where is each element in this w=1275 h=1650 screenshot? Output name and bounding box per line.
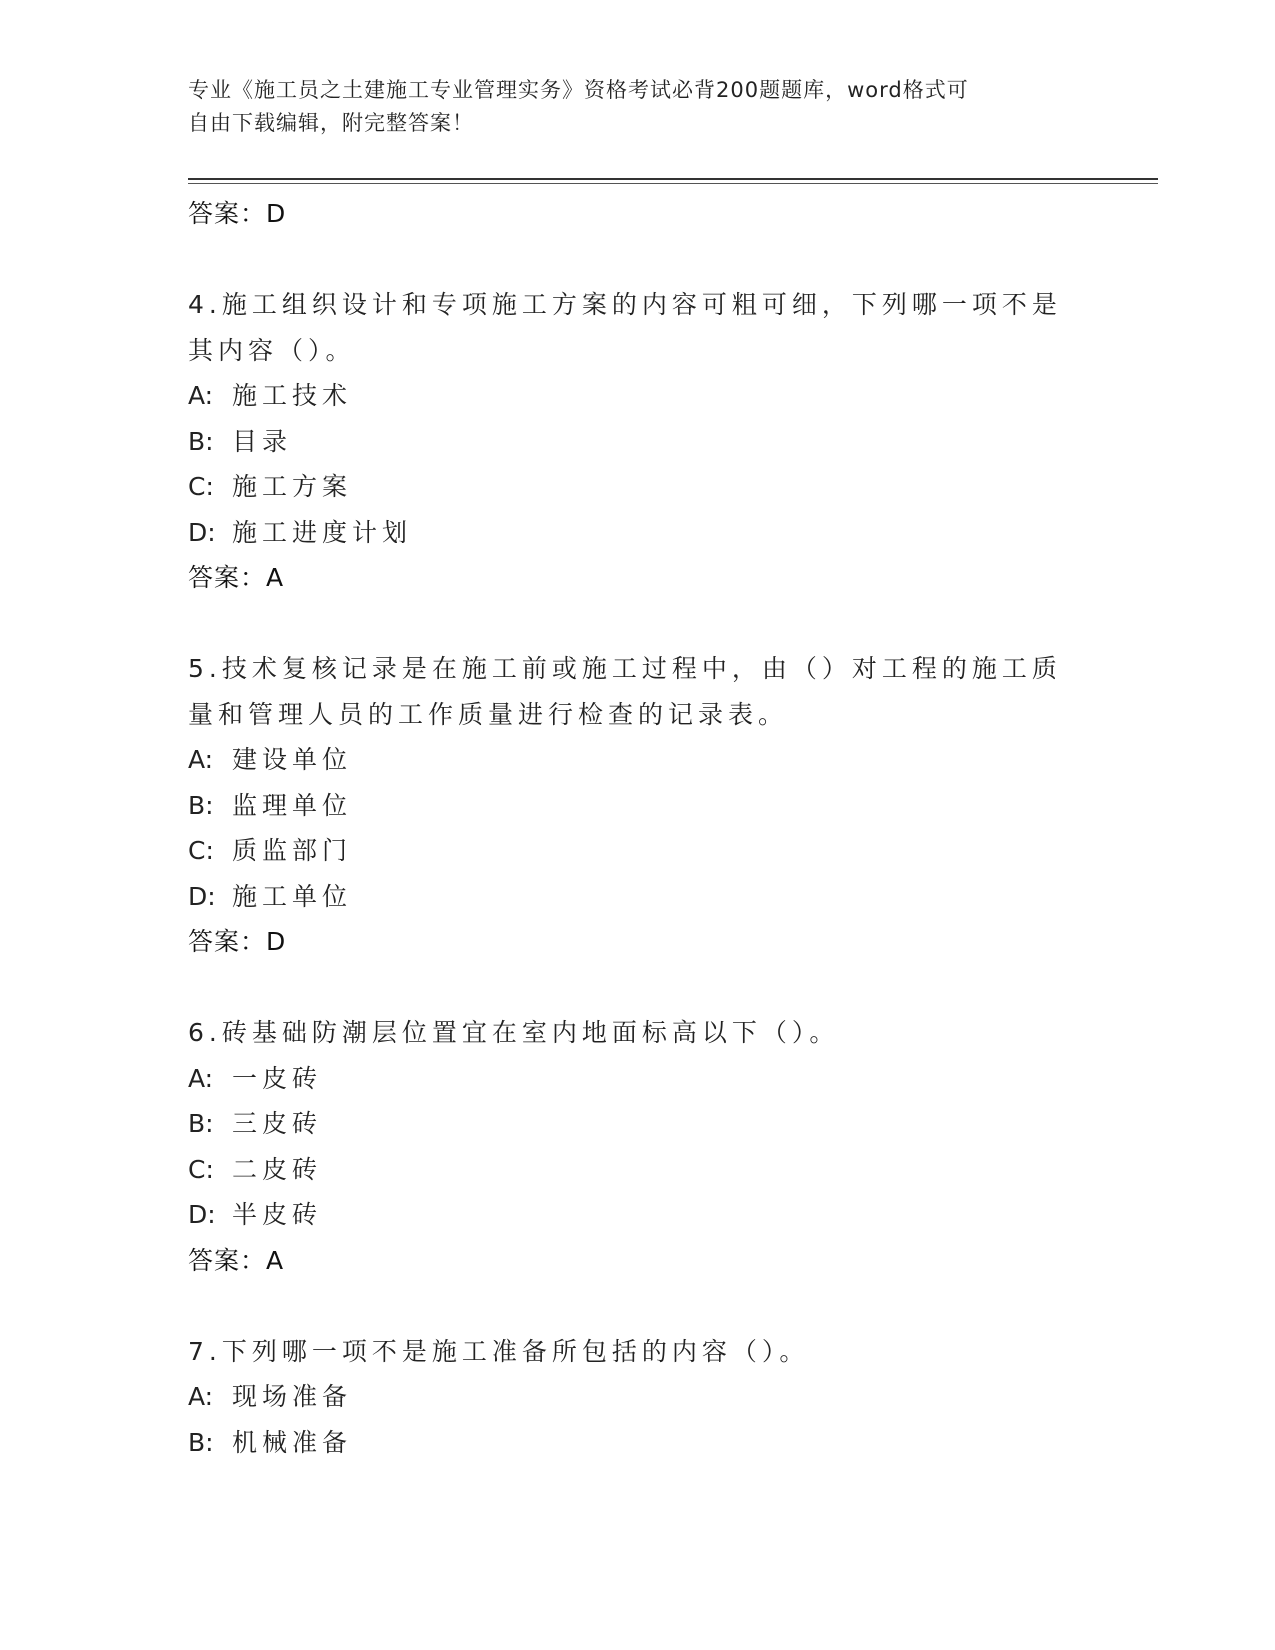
option-b xyxy=(188,419,1088,465)
option-text: 质监部门 xyxy=(232,836,353,865)
option-text: 现场准备 xyxy=(232,1382,353,1411)
option-c xyxy=(188,828,1088,874)
question-answer: 答案：D xyxy=(188,927,287,956)
question-stem: 5.技术复核记录是在施工前或施工过程中，由（）对工程的施工质量和管理人员的工作质量进行检查的记录表。 xyxy=(188,654,1062,729)
option-letter: C: xyxy=(188,472,214,501)
question-block xyxy=(188,1010,1088,1284)
option-letter: B: xyxy=(188,790,214,820)
option-a xyxy=(188,373,1088,419)
option-d xyxy=(188,874,1088,920)
option-letter: C: xyxy=(188,836,214,865)
option-text: 监理单位 xyxy=(232,790,353,820)
header-divider-thick xyxy=(188,178,1158,180)
option-text: 二皮砖 xyxy=(232,1154,323,1184)
option-text: 施工方案 xyxy=(232,472,353,501)
option-text: 目录 xyxy=(232,426,293,456)
option-text: 机械准备 xyxy=(232,1427,353,1457)
option-letter: B: xyxy=(188,426,214,456)
spacer xyxy=(188,965,1088,1010)
option-a xyxy=(188,737,1088,783)
question-block xyxy=(188,282,1088,601)
option-letter: A: xyxy=(188,1382,214,1411)
header-line-1: 专业《施工员之土建施工专业管理实务》资格考试必背200题题库，word格式可 xyxy=(188,78,969,102)
header-divider-thin xyxy=(188,183,1158,184)
option-text: 半皮砖 xyxy=(232,1200,323,1229)
option-b xyxy=(188,783,1088,829)
question-stem: 4.施工组织设计和专项施工方案的内容可粗可细，下列哪一项不是其内容（）。 xyxy=(188,290,1062,365)
option-c xyxy=(188,1147,1088,1193)
option-b xyxy=(188,1101,1088,1147)
option-a xyxy=(188,1374,1088,1420)
option-letter: A: xyxy=(188,381,214,410)
option-letter: A: xyxy=(188,745,214,774)
header-line-2: 自由下载编辑，附完整答案！ xyxy=(188,111,474,135)
question-answer: 答案：A xyxy=(188,1245,285,1275)
option-b xyxy=(188,1420,1088,1466)
question-stem: 6.砖基础防潮层位置宜在室内地面标高以下（）。 xyxy=(188,1018,840,1047)
option-letter: B: xyxy=(188,1427,214,1457)
option-letter: C: xyxy=(188,1154,214,1184)
question-stem: 7.下列哪一项不是施工准备所包括的内容（）。 xyxy=(188,1336,810,1366)
question-block xyxy=(188,1329,1088,1466)
option-letter: B: xyxy=(188,1109,214,1138)
previous-answer: 答案：D xyxy=(188,199,287,228)
option-text: 施工进度计划 xyxy=(232,517,413,547)
option-letter: A: xyxy=(188,1063,214,1093)
question-answer: 答案：A xyxy=(188,563,285,592)
option-letter: D: xyxy=(188,517,216,547)
spacer xyxy=(188,237,1088,282)
option-a xyxy=(188,1056,1088,1102)
option-text: 施工技术 xyxy=(232,381,353,410)
option-letter: D: xyxy=(188,881,216,911)
option-text: 三皮砖 xyxy=(232,1109,323,1138)
spacer xyxy=(188,601,1088,646)
option-d xyxy=(188,1192,1088,1238)
option-c xyxy=(188,464,1088,510)
spacer xyxy=(188,1284,1088,1329)
option-text: 建设单位 xyxy=(232,745,353,774)
option-letter: D: xyxy=(188,1200,216,1229)
option-text: 施工单位 xyxy=(232,881,353,911)
question-list xyxy=(188,191,1088,1465)
option-text: 一皮砖 xyxy=(232,1063,323,1093)
question-block xyxy=(188,646,1088,965)
document-header xyxy=(188,74,1068,140)
option-d xyxy=(188,510,1088,556)
